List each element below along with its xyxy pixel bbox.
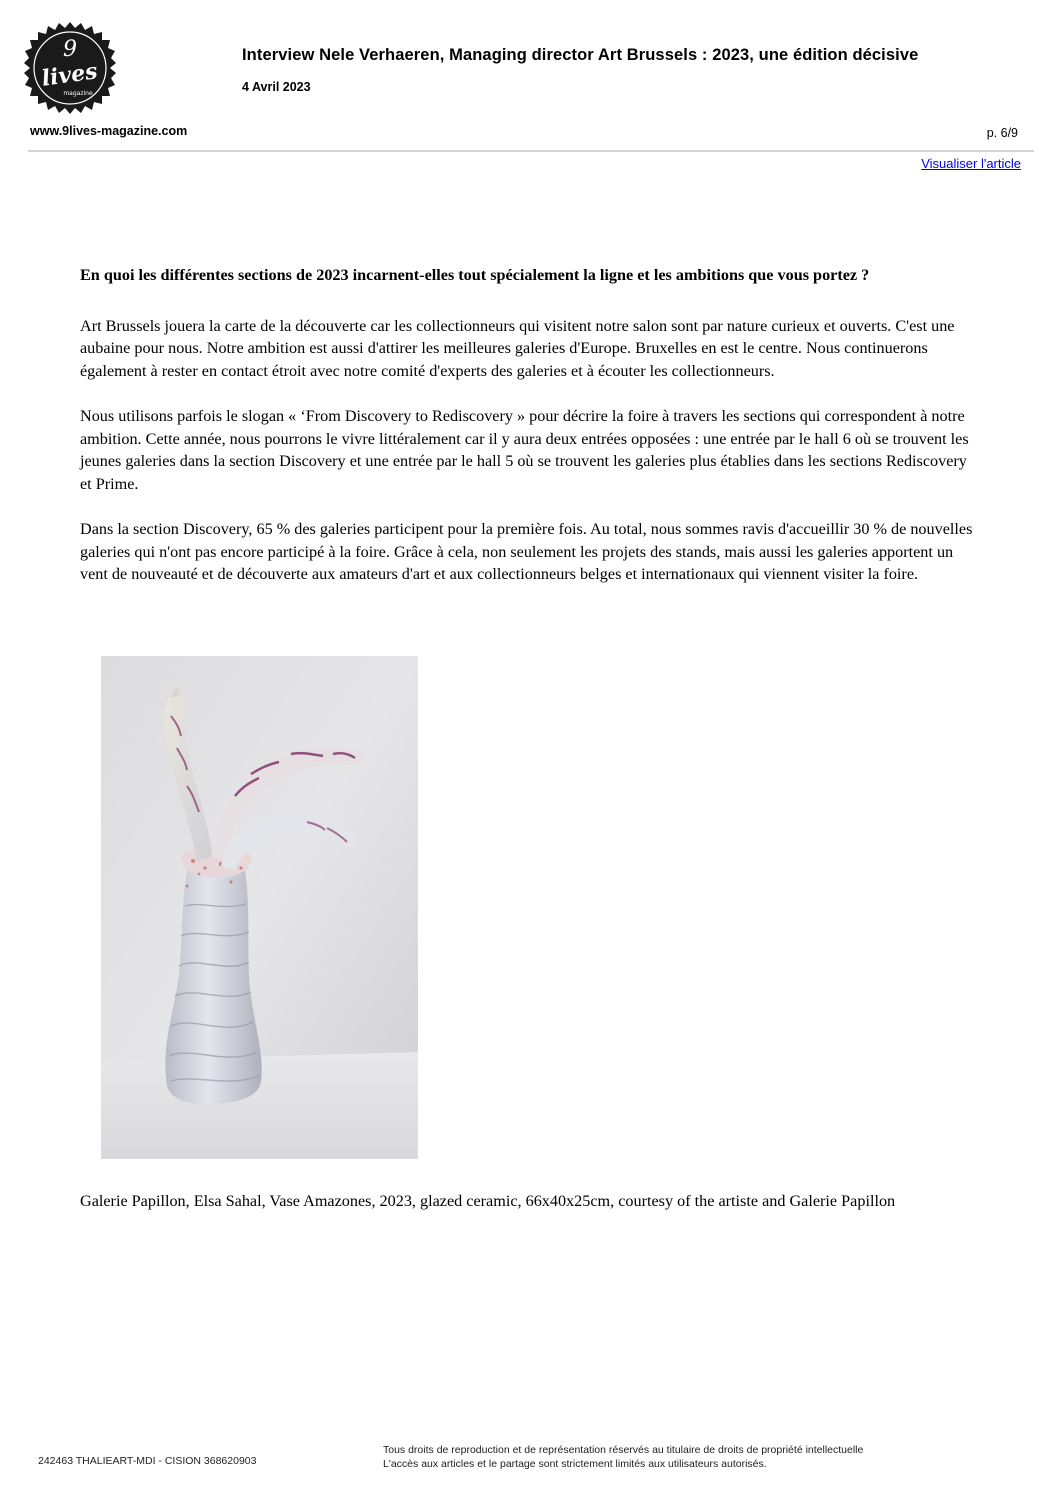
answer-paragraph: Nous utilisons parfois le slogan « ‘From Discovery to Rediscovery » pour décrire la foire à travers les sections qui correspondent à notre ambition. Cette année, nous pourrons le vivre littéralement car il y aura deux entrées opposées : une entrée par le hall 6 où se trouvent les jeunes galeries dans la section Discovery et une entrée par le hall 5 où se trouvent les galeries plus établies dans les sections Rediscovery et Prime. (80, 407, 969, 493)
page-number: p. 6/9 (986, 126, 1018, 140)
site-url: www.9lives-magazine.com (30, 124, 188, 138)
footer-rights-line: Tous droits de reproduction et de représentation réservés au titulaire de droits de propriété intellectuelle (383, 1444, 864, 1456)
logo-number: 9 (63, 37, 77, 62)
image-caption: Galerie Papillon, Elsa Sahal, Vase Amazones, 2023, glazed ceramic, 66x40x25cm, courtesy of the artiste and Galerie Papillon (80, 1192, 896, 1210)
logo-word: lives (40, 58, 100, 92)
artwork-photo (101, 656, 418, 1159)
answer-paragraph: Dans la section Discovery, 65 % des galeries participent pour la première fois. Au total, nous sommes ravis d'accueillir 30 % de nouvelles galeries qui n'ont pas encore participé à la foire. Grâce à cela, non seulement les projets des stands, mais aussi les galeries apportent un vent de nouveauté et de découverte aux amateurs d'art et aux collectionneurs belges et internationaux qui viennent visiter la foire. (80, 520, 973, 583)
header-divider (28, 150, 1034, 152)
article-date: 4 Avril 2023 (242, 80, 311, 94)
footer-reference: 242463 THALIEART-MDI - CISION 368620903 (38, 1455, 257, 1467)
answer-paragraph: Art Brussels jouera la carte de la découverte car les collectionneurs qui visitent notre salon sont par nature curieux et ouverts. C'est une aubaine pour nous. Notre ambition est aussi d'attirer les meilleures galeries d'Europe. Bruxelles en est le centre. Nous continuerons également à rester en contact étroit avec notre comité d'experts des galeries et à écouter les collectionneurs. (80, 316, 955, 380)
article-title: Interview Nele Verhaeren, Managing director Art Brussels : 2023, une édition décisive (242, 46, 919, 64)
interview-question: En quoi les différentes sections de 2023 incarnent-elles tout spécialement la ligne et les ambitions que vous portez ? (80, 266, 870, 284)
9lives-logo (24, 22, 116, 114)
footer-rights (383, 1443, 863, 1471)
logo-sub: magazine (63, 90, 93, 97)
view-article-link[interactable]: Visualiser l'article (921, 156, 1021, 171)
footer-rights-line: L'accès aux articles et le partage sont strictement limités aux utilisateurs autorisés. (383, 1458, 767, 1470)
article-body (80, 264, 980, 586)
